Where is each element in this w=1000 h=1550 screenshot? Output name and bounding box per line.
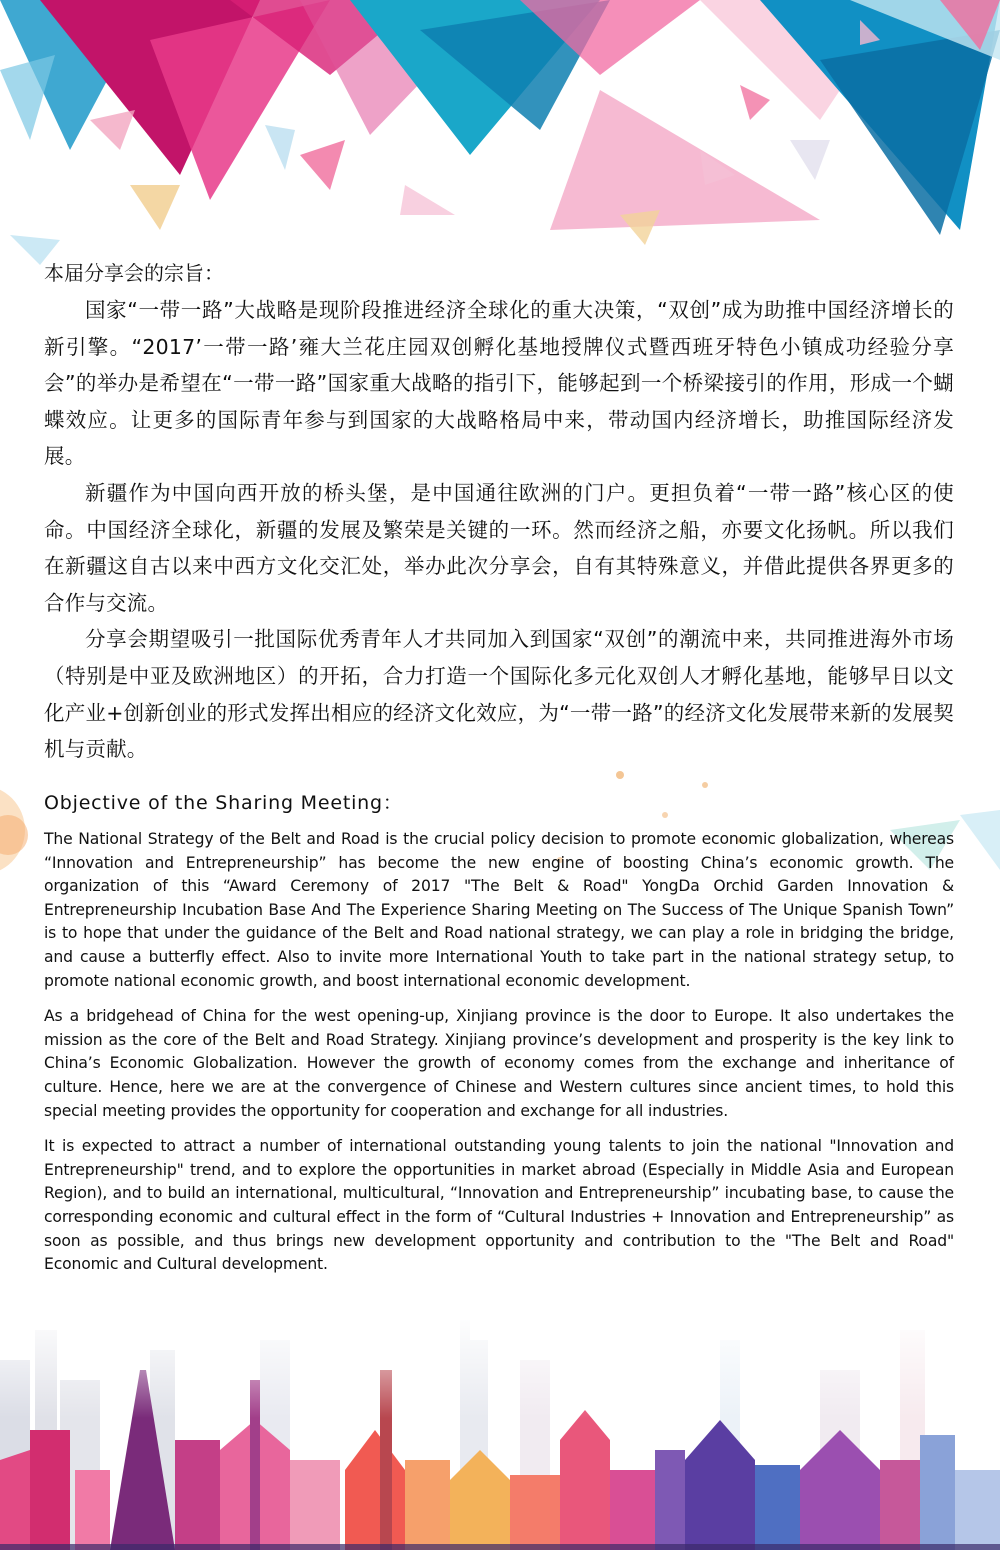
english-section-heading: Objective of the Sharing Meeting： [44, 792, 403, 814]
english-paragraph: As a bridgehead of China for the west opening-up, Xinjiang province is the door to Europe. It also undertakes the mission as the core of the Belt and Road Strategy. Xinjiang province’s development and prosperity is the key link to China’s Economic Globalization. However the growth of economy comes from the exchange and inheritance of culture. Hence, here we are at the convergence of Chinese and Western cultures since ancient times, to hold this special meeting provides the opportunity for cooperation and exchange for all industries. [44, 1007, 954, 1120]
chinese-paragraph: 分享会期望吸引一批国际优秀青年人才共同加入到国家“双创”的潮流中来，共同推进海外市场（特别是中亚及欧洲地区）的开拓，合力打造一个国际化多元化双创人才孵化基地，能够早日以文化产业+创新创业的形式发挥出相应的经济文化效应，为“一带一路”的经济文化发展带来新的发展契机与贡献。 [44, 627, 954, 762]
english-body [44, 828, 954, 1289]
top-triangle-decoration [0, 0, 1000, 270]
english-paragraph: It is expected to attract a number of international outstanding young talents to join the national "Innovation and Entrepreneurship" trend, and to explore the opportunities in market abroad (Especially in Middle Asia and European Region), and to build an international, multicultural, “Innovation and Entrepreneurship” incubating base, to cause the corresponding economic and cultural effect in the form of “Cultural Industries + Innovation and Entrepreneurship” as soon as possible, and thus brings new development opportunity and contribution to the "The Belt and Road" Economic and Cultural development. [44, 1137, 954, 1274]
chinese-paragraph: 新疆作为中国向西开放的桥头堡，是中国通往欧洲的门户。更担负着“一带一路”核心区的使命。中国经济全球化，新疆的发展及繁荣是关键的一环。然而经济之船，亦要文化扬帆。所以我们在新疆这自古以来中西方文化交汇处，举办此次分享会，自有其特殊意义，并借此提供各界更多的合作与交流。 [44, 480, 954, 615]
chinese-paragraph: 国家“一带一路”大战略是现阶段推进经济全球化的重大决策，“双创”成为助推中国经济增长的新引擎。“2017’一带一路’雍大兰花庄园双创孵化基地授牌仪式暨西班牙特色小镇成功经验分享会”的举办是希望在“一带一路”国家重大战略的指引下，能够起到一个桥梁接引的作用，形成一个蝴蝶效应。让更多的国际青年参与到国家的大战略格局中来，带动国内经济增长，助推国际经济发展。 [44, 298, 954, 469]
chinese-section-heading: 本届分享会的宗旨： [44, 261, 224, 285]
english-paragraph: The National Strategy of the Belt and Road is the crucial policy decision to promote economic globalization, whereas “Innovation and Entrepreneurship” has become the new engine of boosting China’s economic growth. The organization of this “Award Ceremony of 2017 "The Belt & Road" YongDa Orchid Garden Innovation & Entrepreneurship Incubation Base And The Experience Sharing Meeting on The Success of The Unique Spanish Town” is to hope that under the guidance of the Belt and Road national strategy, we can play a role in bridging the bridge, and cause a butterfly effect. Also to invite more International Youth to take part in the national strategy setup, to promote national economic growth, and boost international economic development. [44, 830, 954, 990]
chinese-body [44, 292, 954, 768]
city-skyline-decoration [0, 1310, 1000, 1550]
